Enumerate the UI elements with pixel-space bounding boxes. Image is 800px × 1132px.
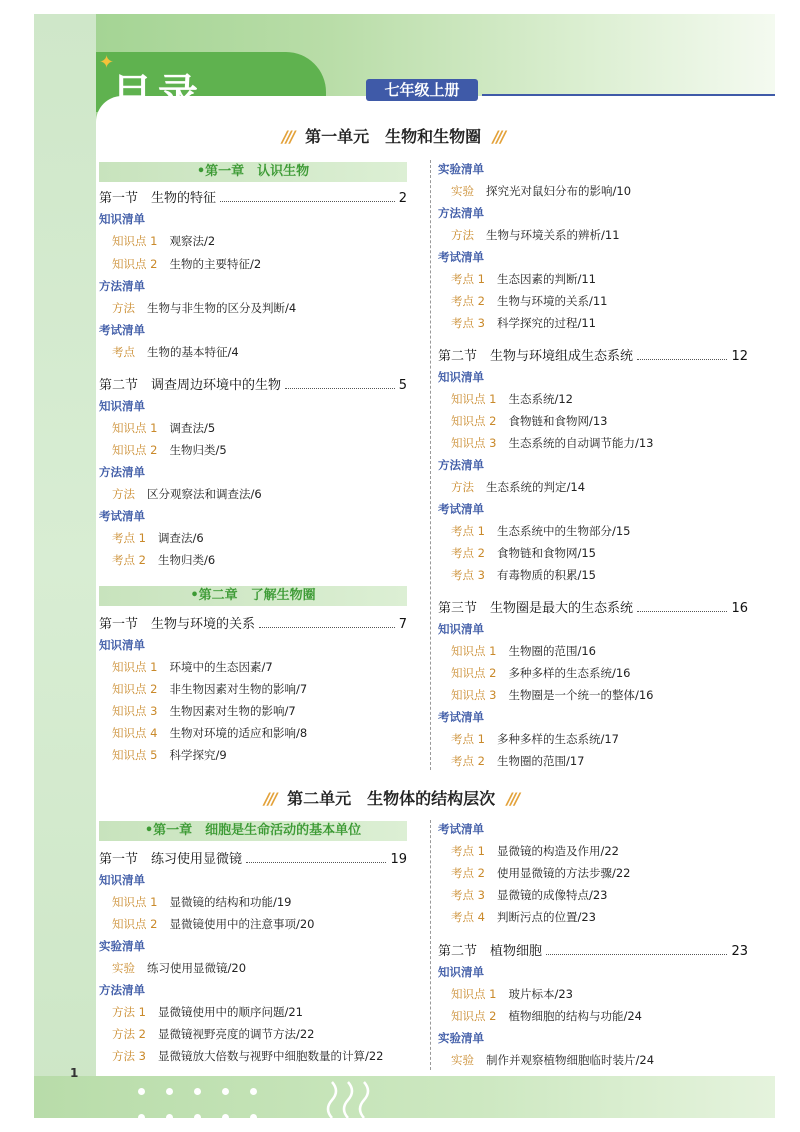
section-row[interactable] [438, 345, 748, 364]
list-category: 方法清单 [99, 983, 145, 997]
list-item[interactable]: 方法 生态系统的判定/14 [451, 480, 586, 494]
dot-decoration [250, 1114, 257, 1121]
left-band [34, 14, 96, 1114]
list-category: 方法清单 [99, 465, 145, 479]
list-item[interactable]: 考点 2 使用显微镜的方法步骤/22 [451, 866, 631, 880]
page-ref: 2 [398, 191, 407, 206]
page-title: 目录 [112, 71, 204, 117]
leader-dots [246, 861, 386, 863]
slash-decoration: /// [492, 127, 505, 146]
page-ref: 23 [731, 944, 748, 959]
list-item[interactable]: 知识点 2 食物链和食物网/13 [451, 414, 608, 428]
list-category: 考试清单 [438, 710, 484, 724]
list-item[interactable]: 知识点 3 生物因素对生物的影响/7 [112, 704, 296, 718]
list-item[interactable]: 知识点 5 科学探究/9 [112, 748, 227, 762]
list-item[interactable]: 考点 3 科学探究的过程/11 [451, 316, 596, 330]
wave-decoration [326, 1080, 378, 1120]
page-ref: 19 [390, 852, 407, 867]
right-margin [775, 14, 800, 1118]
list-item[interactable]: 知识点 1 观察法/2 [112, 234, 216, 248]
list-item[interactable]: 方法 2 显微镜视野亮度的调节方法/22 [112, 1027, 315, 1041]
leader-dots [285, 387, 395, 389]
list-item[interactable]: 知识点 1 环境中的生态因素/7 [112, 660, 273, 674]
dot-decoration [166, 1114, 173, 1121]
list-category: 知识清单 [438, 370, 484, 384]
star-icon: ✦ [99, 52, 115, 73]
list-item[interactable]: 知识点 2 生物归类/5 [112, 443, 227, 457]
unit-title-text: 第二单元 生物体的结构层次 [287, 789, 496, 808]
list-item[interactable]: 考点 3 有毒物质的积累/15 [451, 568, 596, 582]
unit-title [282, 124, 504, 147]
leader-dots [220, 200, 395, 202]
chapter-heading: •第一章 细胞是生命活动的基本单位 [99, 821, 407, 841]
list-item[interactable]: 知识点 1 生物圈的范围/16 [451, 644, 596, 658]
leader-dots [637, 358, 727, 360]
page-ref: 12 [731, 349, 748, 364]
section-row[interactable] [99, 848, 407, 867]
list-item[interactable]: 实验 制作并观察植物细胞临时装片/24 [451, 1053, 655, 1067]
dot-decoration [222, 1114, 229, 1121]
list-item[interactable]: 方法 生物与环境关系的辨析/11 [451, 228, 620, 242]
list-item[interactable]: 考点 生物的基本特征/4 [112, 345, 239, 359]
list-category: 实验清单 [438, 1031, 484, 1045]
list-item[interactable]: 知识点 2 多种多样的生态系统/16 [451, 666, 631, 680]
section-row[interactable] [99, 187, 407, 206]
list-item[interactable]: 实验 探究光对鼠妇分布的影响/10 [451, 184, 632, 198]
section-title: 第二节 调查周边环境中的生物 [99, 378, 282, 393]
list-item[interactable]: 考点 2 生物归类/6 [112, 553, 216, 567]
section-row[interactable] [438, 940, 748, 959]
list-category: 知识清单 [438, 965, 484, 979]
page-ref: 5 [398, 378, 407, 393]
list-item[interactable]: 方法 区分观察法和调查法/6 [112, 487, 262, 501]
header-rule [482, 94, 775, 96]
section-title: 第一节 练习使用显微镜 [99, 852, 243, 867]
list-category: 方法清单 [438, 206, 484, 220]
list-category: 知识清单 [99, 873, 145, 887]
list-category: 方法清单 [438, 458, 484, 472]
list-category: 知识清单 [438, 622, 484, 636]
list-item[interactable]: 知识点 2 显微镜使用中的注意事项/20 [112, 917, 315, 931]
page-ref: 16 [731, 601, 748, 616]
list-category: 考试清单 [438, 822, 484, 836]
slash-decoration: /// [282, 127, 294, 146]
dot-decoration [166, 1088, 173, 1095]
list-category: 考试清单 [99, 323, 145, 337]
page-number: 1 [70, 1066, 79, 1080]
section-title: 第一节 生物的特征 [99, 191, 217, 206]
grade-badge: 七年级上册 [366, 79, 478, 101]
unit-title-text: 第一单元 生物和生物圈 [305, 127, 482, 146]
dot-decoration [222, 1088, 229, 1095]
list-item[interactable]: 考点 1 多种多样的生态系统/17 [451, 732, 619, 746]
list-category: 知识清单 [99, 399, 145, 413]
slash-decoration: /// [506, 789, 519, 808]
list-item[interactable]: 方法 3 显微镜放大倍数与视野中细胞数量的计算/22 [112, 1049, 384, 1063]
list-category: 实验清单 [99, 939, 145, 953]
unit-title [264, 786, 518, 809]
section-title: 第三节 生物圈是最大的生态系统 [438, 601, 634, 616]
list-category: 考试清单 [438, 502, 484, 516]
section-row[interactable] [438, 597, 748, 616]
list-item[interactable]: 知识点 2 植物细胞的结构与功能/24 [451, 1009, 642, 1023]
list-category: 考试清单 [99, 509, 145, 523]
list-item[interactable]: 考点 2 生物与环境的关系/11 [451, 294, 608, 308]
section-row[interactable] [99, 374, 407, 393]
chapter-heading: •第二章 了解生物圈 [99, 586, 407, 606]
section-title: 第二节 植物细胞 [438, 944, 543, 959]
list-item[interactable]: 知识点 1 生态系统/12 [451, 392, 573, 406]
list-item[interactable]: 方法 生物与非生物的区分及判断/4 [112, 301, 297, 315]
chapter-heading: •第一章 认识生物 [99, 162, 407, 182]
dot-decoration [250, 1088, 257, 1095]
list-item[interactable]: 考点 1 生态系统中的生物部分/15 [451, 524, 631, 538]
list-item[interactable]: 考点 2 食物链和食物网/15 [451, 546, 596, 560]
list-item[interactable]: 考点 3 显微镜的成像特点/23 [451, 888, 608, 902]
list-item[interactable]: 知识点 1 显微镜的结构和功能/19 [112, 895, 292, 909]
slash-decoration: /// [264, 789, 276, 808]
list-item[interactable]: 考点 1 生态因素的判断/11 [451, 272, 596, 286]
list-item[interactable]: 考点 4 判断污点的位置/23 [451, 910, 596, 924]
list-item[interactable]: 知识点 2 生物的主要特征/2 [112, 257, 262, 271]
list-item[interactable]: 方法 1 显微镜使用中的顺序问题/21 [112, 1005, 303, 1019]
section-title: 第一节 生物与环境的关系 [99, 617, 256, 632]
page-ref: 7 [398, 617, 407, 632]
list-category: 知识清单 [99, 212, 145, 226]
list-item[interactable]: 考点 1 调查法/6 [112, 531, 204, 545]
list-item[interactable]: 知识点 1 玻片标本/23 [451, 987, 573, 1001]
list-item[interactable]: 知识点 3 生态系统的自动调节能力/13 [451, 436, 654, 450]
list-item[interactable]: 考点 1 显微镜的构造及作用/22 [451, 844, 619, 858]
dot-decoration [138, 1088, 145, 1095]
dot-decoration [138, 1114, 145, 1121]
leader-dots [546, 953, 727, 955]
column-divider [430, 160, 431, 770]
list-item[interactable]: 知识点 2 非生物因素对生物的影响/7 [112, 682, 308, 696]
section-row[interactable] [99, 613, 407, 632]
dot-decoration [194, 1114, 201, 1121]
column-divider [430, 820, 431, 1070]
footer-band [34, 1076, 775, 1118]
dot-decoration [194, 1088, 201, 1095]
list-category: 知识清单 [99, 638, 145, 652]
list-item[interactable]: 知识点 3 生物圈是一个统一的整体/16 [451, 688, 654, 702]
list-category: 实验清单 [438, 162, 484, 176]
list-category: 考试清单 [438, 250, 484, 264]
list-item[interactable]: 知识点 4 生物对环境的适应和影响/8 [112, 726, 308, 740]
list-category: 方法清单 [99, 279, 145, 293]
list-item[interactable]: 考点 2 生物圈的范围/17 [451, 754, 585, 768]
section-title: 第二节 生物与环境组成生态系统 [438, 349, 634, 364]
list-item[interactable]: 知识点 1 调查法/5 [112, 421, 216, 435]
leader-dots [259, 626, 395, 628]
leader-dots [637, 610, 727, 612]
list-item[interactable]: 实验 练习使用显微镜/20 [112, 961, 247, 975]
